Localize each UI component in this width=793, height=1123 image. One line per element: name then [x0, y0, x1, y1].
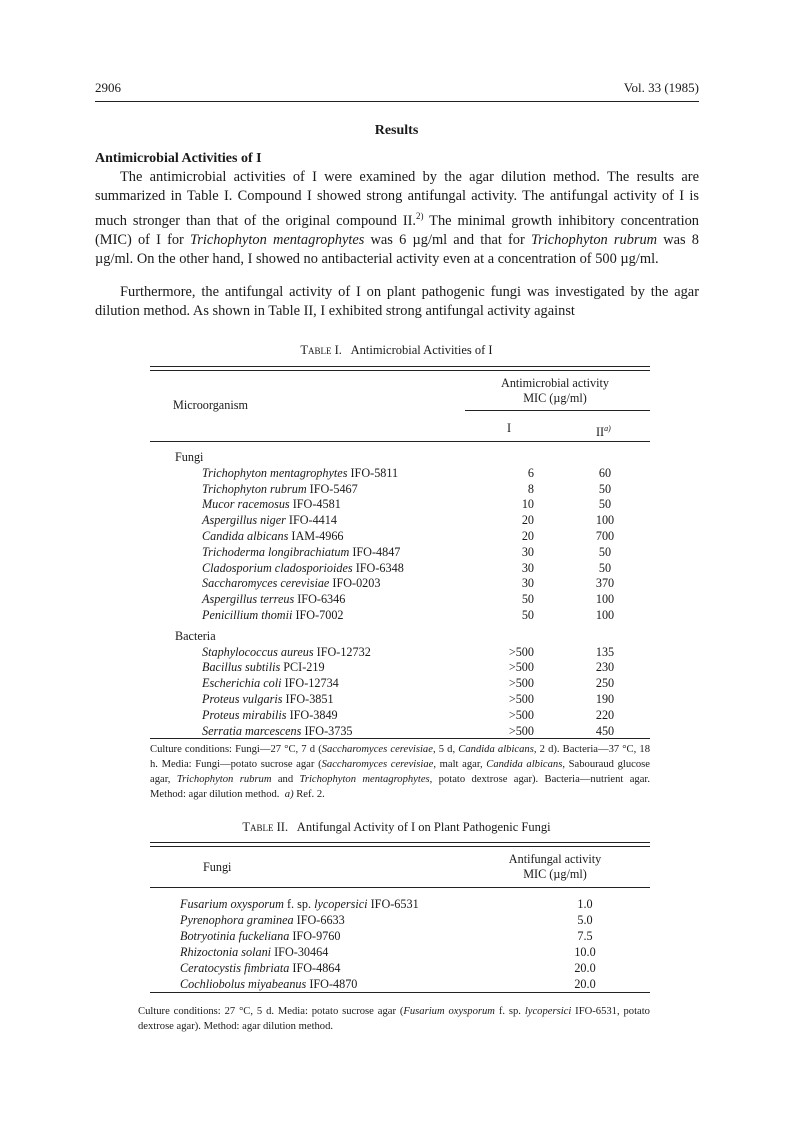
table1-caption-title: Antimicrobial Activities of I — [350, 343, 493, 357]
organism-name — [202, 576, 380, 592]
mic-value-II: 135 — [595, 644, 615, 659]
citation-ref: 2) — [416, 210, 424, 221]
organism-name — [202, 545, 400, 561]
table-row — [150, 608, 650, 624]
fn-species: Candida albicans — [486, 759, 563, 770]
organism-name — [202, 561, 404, 577]
fungus-name — [180, 960, 340, 976]
section-title: Results — [374, 123, 419, 138]
table1-header-mic: MIC (µg/ml) — [523, 391, 587, 405]
table-row — [150, 692, 650, 708]
strain-id: IFO-5467 — [309, 481, 358, 496]
subheading: Antimicrobial Activities of I — [95, 151, 262, 166]
fungus-name — [180, 944, 328, 960]
fn-text: f. sp. — [494, 1006, 525, 1017]
fn-text: , 2 d). Bacteria—37 °C, 18 h. Media: Fungi—potato sucrose agar ( — [150, 744, 650, 770]
table1-top-rule — [150, 366, 650, 371]
table1-group-label: Bacteria — [175, 628, 216, 643]
fn-text: Ref. 2. — [293, 789, 325, 800]
table2-header-mic: MIC (µg/ml) — [523, 867, 587, 881]
table1-caption — [0, 343, 793, 358]
p1-text-c: was 6 µg/ml and that for — [364, 231, 531, 248]
species-name: Escherichia coli — [202, 676, 282, 691]
mic-value-II: 60 — [598, 465, 612, 480]
table-row — [150, 576, 650, 592]
p1-species-2: Trichophyton rubrum — [530, 231, 658, 248]
fn-text: IFO-6531, potato dextrose agar). Method: agar dilution method. — [138, 1006, 650, 1032]
strain-id: IFO-9760 — [292, 929, 341, 944]
p1-text-b: The minimal growth inhibitory concentration (MIC) of I for — [95, 212, 699, 248]
strain-id: IFO-4414 — [288, 513, 337, 528]
mic-value-II: 50 — [598, 544, 612, 559]
fungus-name — [180, 928, 340, 944]
fn-species: Saccharomyces cerevisiae — [321, 744, 433, 755]
fn-species: Fusarium oxysporum — [403, 1006, 495, 1017]
table1-group-label: Fungi — [175, 450, 204, 464]
species-name: Ceratocystis fimbriata — [180, 961, 290, 976]
organism-name — [202, 513, 337, 529]
col-II-footnote-ref: a) — [604, 424, 611, 433]
strain-id: IFO-30464 — [274, 945, 329, 960]
mic-value-I: 10 — [521, 497, 534, 512]
mic-value-I: >500 — [508, 691, 534, 706]
table-row — [150, 545, 650, 561]
p1-species-1: Trichophyton mentagrophytes — [190, 231, 365, 248]
mic-value: 1.0 — [577, 897, 593, 911]
species-name: Cladosporium cladosporioides — [202, 560, 353, 575]
mic-value-II: 230 — [595, 660, 615, 675]
paragraph-1 — [95, 168, 699, 269]
organism-name — [202, 660, 325, 676]
fungus-name — [180, 976, 357, 992]
table-row — [150, 592, 650, 608]
fn-text: Culture conditions: Fungi—27 °C, 7 d ( — [150, 744, 322, 755]
strain-id: IFO-6531 — [370, 897, 419, 911]
table-row — [150, 645, 650, 661]
table1-bottom-rule — [150, 738, 650, 739]
table-row — [150, 466, 650, 482]
table-row — [150, 529, 650, 545]
mic-value-II: 370 — [595, 576, 615, 591]
volume-label: Vol. 33 (1985) — [623, 80, 699, 95]
fn-text: and — [271, 774, 300, 785]
organism-name — [202, 708, 338, 724]
mic-value-I: >500 — [508, 723, 534, 738]
mic-value: 5.0 — [577, 913, 593, 928]
mic-value-II: 50 — [598, 481, 612, 496]
table1-body — [150, 450, 650, 739]
mic-value-II: 450 — [595, 723, 615, 738]
fn-species: Saccharomyces cerevisiae — [321, 759, 434, 770]
table-row — [150, 482, 650, 498]
strain-id: IFO-4870 — [309, 977, 358, 992]
mic-value-II: 50 — [598, 497, 612, 512]
mic-value-I: >500 — [508, 660, 534, 675]
species-name: Proteus mirabilis — [202, 707, 287, 722]
organism-name — [202, 692, 334, 708]
species-name: Proteus vulgaris — [202, 691, 283, 706]
table2-caption-label: Table II. — [242, 820, 289, 834]
mic-value-I: >500 — [508, 707, 534, 722]
mic-value-II: 250 — [595, 676, 615, 691]
organism-name — [202, 676, 339, 692]
mic-value: 7.5 — [577, 929, 593, 944]
fn-text: , potato dextrose agar). Bacteria—nutrient agar. Method: agar dilution method. — [150, 774, 651, 800]
table-row — [150, 497, 650, 513]
mic-value: 20.0 — [574, 961, 596, 976]
fn-species: Candida albicans — [458, 744, 534, 755]
p1-text-d: was 8 µg/ml. On the other hand, I showed no antibacterial activity even at a concentration of 500 µg/ml. — [95, 231, 699, 267]
strain-id: IAM-4966 — [291, 528, 344, 543]
table-row — [150, 513, 650, 529]
fn-text: , 5 d, — [432, 744, 459, 755]
table2-bottom-rule — [150, 992, 650, 993]
species-name: Aspergillus terreus — [202, 592, 295, 607]
fn-ref-marker: a) — [284, 789, 294, 800]
mic-value-I: 20 — [521, 513, 534, 528]
species-name: Saccharomyces cerevisiae — [202, 576, 330, 591]
species-name: Staphylococcus aureus — [202, 644, 314, 659]
table2-footnote — [138, 1004, 650, 1034]
table2-body — [150, 896, 650, 993]
species-name: Cochliobolus miyabeanus — [180, 977, 307, 992]
species-name: Candida albicans — [202, 528, 289, 543]
mic-value-I: 30 — [521, 544, 534, 559]
species-name: Pyrenophora graminea — [180, 913, 294, 928]
table2-header-rule — [150, 887, 650, 888]
species-name: Botryotinia fuckeliana — [180, 929, 290, 944]
table-row — [150, 561, 650, 577]
fn-text: Culture conditions: 27 °C, 5 d. Media: potato sucrose agar ( — [138, 1006, 404, 1017]
mic-value-II: 220 — [595, 707, 615, 722]
table1-header-rule — [150, 441, 650, 442]
table-row — [150, 896, 650, 912]
organism-name — [202, 482, 358, 498]
table2-top-rule — [150, 842, 650, 847]
table1-header-col-II — [596, 421, 611, 440]
strain-id: IFO-0203 — [332, 576, 381, 591]
paragraph-2 — [95, 283, 699, 322]
species-name: Aspergillus niger — [202, 513, 286, 528]
table-row — [150, 912, 650, 928]
mic-value: 10.0 — [574, 945, 596, 960]
table2-caption — [0, 820, 793, 835]
strain-id: IFO-6633 — [296, 913, 345, 928]
table2-caption-title: Antifungal Activity of I on Plant Pathogenic Fungi — [296, 820, 551, 834]
strain-id: IFO-7002 — [295, 607, 344, 622]
species-name: Serratia marcescens — [202, 723, 302, 738]
mic-value-II: 190 — [595, 691, 615, 706]
strain-id: IFO-3851 — [285, 691, 334, 706]
fn-text: , Sabouraud glucose agar, — [150, 759, 650, 785]
fn-species: Trichophyton mentagrophytes — [299, 774, 430, 785]
strain-id: IFO-4847 — [352, 544, 401, 559]
fn-species: lycopersici — [524, 1006, 572, 1017]
table2-header-activity: Antifungal activity — [508, 852, 602, 866]
fungus-name — [180, 912, 345, 928]
mic-value-I: 6 — [527, 465, 534, 480]
strain-id: IFO-6348 — [355, 560, 404, 575]
species-name: Trichophyton mentagrophytes — [202, 465, 348, 480]
species-name: Trichophyton rubrum — [202, 481, 307, 496]
table1-footnote — [150, 742, 650, 802]
organism-name — [202, 466, 398, 482]
strain-id: IFO-4864 — [292, 961, 341, 976]
p1-text-a: The antimicrobial activities of I were examined by the agar dilution method. The results are summarized in Table I. Compound I showed strong antifungal activity. The antifungal activity of I is much stronger than that of the original compound II. — [95, 169, 699, 229]
mic-value-I: >500 — [508, 644, 534, 659]
table1-header-col-I: I — [507, 421, 512, 435]
species-forma: lycopersici — [314, 897, 368, 911]
table1-header-activity: Antimicrobial activity — [501, 376, 609, 390]
species-qualifier: f. sp. — [283, 897, 315, 911]
fn-text: , malt agar, — [433, 759, 487, 770]
mic-value-I: 50 — [521, 592, 534, 607]
mic-value-II: 100 — [595, 513, 615, 528]
organism-name — [202, 497, 341, 513]
table2-header-fungi: Fungi — [203, 860, 232, 874]
col-II-label: II — [596, 425, 605, 440]
mic-value-II: 100 — [595, 592, 615, 607]
table-row — [150, 928, 650, 944]
strain-id: IFO-4581 — [292, 497, 341, 512]
strain-id: IFO-3735 — [304, 723, 353, 738]
mic-value-I: >500 — [508, 676, 534, 691]
mic-value: 20.0 — [574, 977, 596, 992]
table-row — [150, 960, 650, 976]
mic-value-I: 50 — [521, 607, 534, 622]
mic-value-I: 8 — [527, 481, 534, 496]
p2-text: Furthermore, the antifungal activity of I on plant pathogenic fungi was investigated by the agar dilution method. As shown in Table II, I exhibited strong antifungal activity against — [95, 284, 699, 320]
organism-name — [202, 645, 371, 661]
mic-value-II: 100 — [595, 607, 615, 622]
organism-name — [202, 592, 345, 608]
strain-id: IFO-6346 — [297, 592, 346, 607]
species-name: Bacillus subtilis — [202, 660, 281, 675]
table-row — [150, 660, 650, 676]
table1-header-microorganism: Microorganism — [173, 398, 248, 412]
mic-value-I: 30 — [521, 560, 534, 575]
header-rule — [95, 101, 699, 102]
species-name: Fusarium oxysporum — [180, 897, 284, 911]
fn-species: Trichophyton rubrum — [176, 774, 272, 785]
fungus-name — [180, 896, 419, 912]
organism-name — [202, 529, 344, 545]
table-row — [150, 708, 650, 724]
table-row — [150, 976, 650, 992]
mic-value-II: 700 — [595, 528, 615, 543]
organism-name — [202, 608, 344, 624]
page-number: 2906 — [95, 80, 121, 95]
mic-value-II: 50 — [598, 560, 612, 575]
table1-caption-label: Table I. — [300, 343, 342, 357]
table1-header-subrule — [465, 410, 650, 411]
species-name: Penicillium thomii — [202, 607, 293, 622]
species-name: Rhizoctonia solani — [180, 945, 272, 960]
strain-id: IFO-3849 — [289, 707, 338, 722]
organism-name — [202, 724, 353, 740]
mic-value-I: 30 — [521, 576, 534, 591]
table-row — [150, 724, 650, 740]
strain-id: IFO-5811 — [350, 465, 399, 480]
strain-id: IFO-12734 — [284, 676, 339, 691]
strain-id: PCI-219 — [283, 660, 325, 675]
species-name: Mucor racemosus — [202, 497, 290, 512]
table-row — [150, 944, 650, 960]
mic-value-I: 20 — [521, 528, 534, 543]
strain-id: IFO-12732 — [316, 644, 371, 659]
table-row — [150, 676, 650, 692]
species-name: Trichoderma longibrachiatum — [202, 544, 350, 559]
